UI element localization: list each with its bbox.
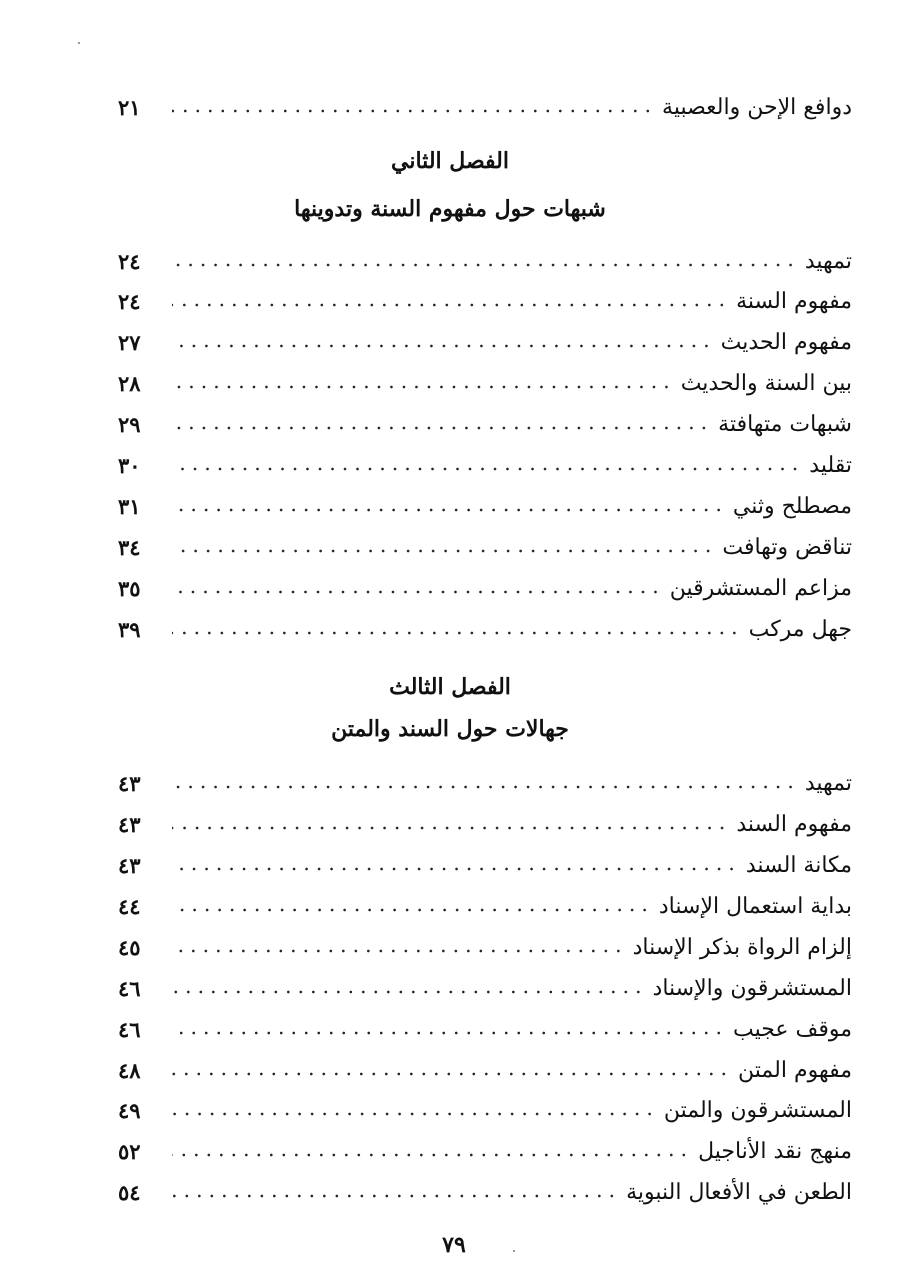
dot-leader: [172, 1144, 690, 1166]
dot-leader: [172, 981, 645, 1003]
toc-entry: [118, 446, 852, 486]
entry-page-number: ٥٢: [118, 1139, 141, 1164]
entry-title: منهج نقد الأناجيل: [698, 1139, 852, 1164]
dot-leader: [172, 335, 713, 357]
entry-page-number: ٢١: [118, 95, 141, 120]
entry-page-number: ٣٠: [118, 453, 141, 478]
scan-speck: [513, 1250, 515, 1252]
toc-entry: [118, 88, 852, 128]
toc-entry: [118, 487, 852, 527]
entry-title: جهل مركب: [748, 617, 852, 642]
entry-page-number: ٤٦: [118, 1017, 141, 1042]
chapter-heading: الفصل الثاني: [391, 148, 509, 174]
entry-page-number: ٣٤: [118, 535, 141, 560]
toc-entry: [118, 242, 852, 282]
scan-speck: [78, 42, 80, 44]
entry-page-number: ٢٤: [118, 249, 141, 274]
chapter-subheading: جهالات حول السند والمتن: [331, 716, 569, 742]
entry-page-number: ٤٤: [118, 894, 141, 919]
entry-title: تمهيد: [804, 771, 852, 796]
toc-entry: [118, 764, 852, 804]
entry-page-number: ٥٤: [118, 1180, 141, 1205]
dot-leader: [172, 1103, 656, 1125]
entry-title: موقف عجيب: [732, 1017, 852, 1042]
entry-title: المستشرقون والإسناد: [652, 976, 852, 1001]
dot-leader: [172, 858, 738, 880]
entry-title: دوافع الإحن والعصبية: [662, 95, 852, 120]
entry-title: تناقض وتهافت: [722, 535, 852, 560]
entry-page-number: ٤٣: [118, 812, 141, 837]
entry-page-number: ٤٩: [118, 1098, 141, 1123]
dot-leader: [172, 1185, 618, 1207]
entry-page-number: ٢٩: [118, 412, 141, 437]
dot-leader: [172, 417, 710, 439]
entry-title: تقليد: [809, 453, 852, 478]
toc-entry: [118, 969, 852, 1009]
toc-entry: [118, 282, 852, 322]
entry-page-number: ٢٨: [118, 371, 141, 396]
dot-leader: [172, 1063, 730, 1085]
toc-entry: [118, 887, 852, 927]
entry-title: مزاعم المستشرقين: [669, 576, 852, 601]
toc-entry: [118, 1091, 852, 1131]
toc-entry: [118, 610, 852, 650]
toc-entry: [118, 846, 852, 886]
chapter-heading: الفصل الثالث: [389, 674, 511, 700]
entry-page-number: ٤٦: [118, 976, 141, 1001]
entry-page-number: ٣١: [118, 494, 141, 519]
page-number: ٧٩: [442, 1232, 466, 1258]
toc-entry: [118, 528, 852, 568]
entry-title: مصطلح وثني: [732, 494, 852, 519]
toc-entry: [118, 569, 852, 609]
dot-leader: [172, 376, 673, 398]
entry-page-number: ٤٥: [118, 935, 141, 960]
entry-title: شبهات متهافتة: [718, 412, 852, 437]
entry-page-number: ٢٤: [118, 289, 141, 314]
dot-leader: [172, 100, 654, 122]
dot-leader: [172, 254, 797, 276]
entry-page-number: ٤٣: [118, 771, 141, 796]
toc-entry: [118, 323, 852, 363]
entry-title: بين السنة والحديث: [680, 371, 852, 396]
entry-page-number: ٣٥: [118, 576, 141, 601]
dot-leader: [172, 581, 662, 603]
toc-entry: [118, 1010, 852, 1050]
toc-entry: [118, 405, 852, 445]
dot-leader: [172, 940, 625, 962]
dot-leader: [172, 540, 714, 562]
entry-title: مفهوم الحديث: [720, 330, 852, 355]
entry-page-number: ٣٩: [118, 617, 141, 642]
entry-title: المستشرقون والمتن: [663, 1098, 852, 1123]
toc-entry: [118, 364, 852, 404]
entry-page-number: ٤٣: [118, 853, 141, 878]
chapter-subheading: شبهات حول مفهوم السنة وتدوينها: [294, 196, 606, 222]
toc-entry: [118, 1132, 852, 1172]
entry-title: تمهيد: [804, 249, 852, 274]
dot-leader: [172, 776, 797, 798]
entry-title: بداية استعمال الإسناد: [658, 894, 852, 919]
entry-title: مفهوم السند: [736, 812, 852, 837]
dot-leader: [172, 817, 728, 839]
dot-leader: [172, 458, 801, 480]
dot-leader: [172, 899, 651, 921]
toc-entry: [118, 1051, 852, 1091]
dot-leader: [172, 499, 725, 521]
entry-title: إلزام الرواة بذكر الإسناد: [632, 935, 852, 960]
dot-leader: [172, 622, 741, 644]
toc-entry: [118, 928, 852, 968]
dot-leader: [172, 294, 728, 316]
entry-page-number: ٢٧: [118, 330, 141, 355]
toc-entry: [118, 805, 852, 845]
entry-title: مكانة السند: [745, 853, 852, 878]
entry-title: مفهوم السنة: [736, 289, 852, 314]
entry-page-number: ٤٨: [118, 1058, 141, 1083]
toc-entry: [118, 1173, 852, 1213]
dot-leader: [172, 1022, 725, 1044]
entry-title: مفهوم المتن: [738, 1058, 852, 1083]
entry-title: الطعن في الأفعال النبوية: [626, 1180, 852, 1205]
